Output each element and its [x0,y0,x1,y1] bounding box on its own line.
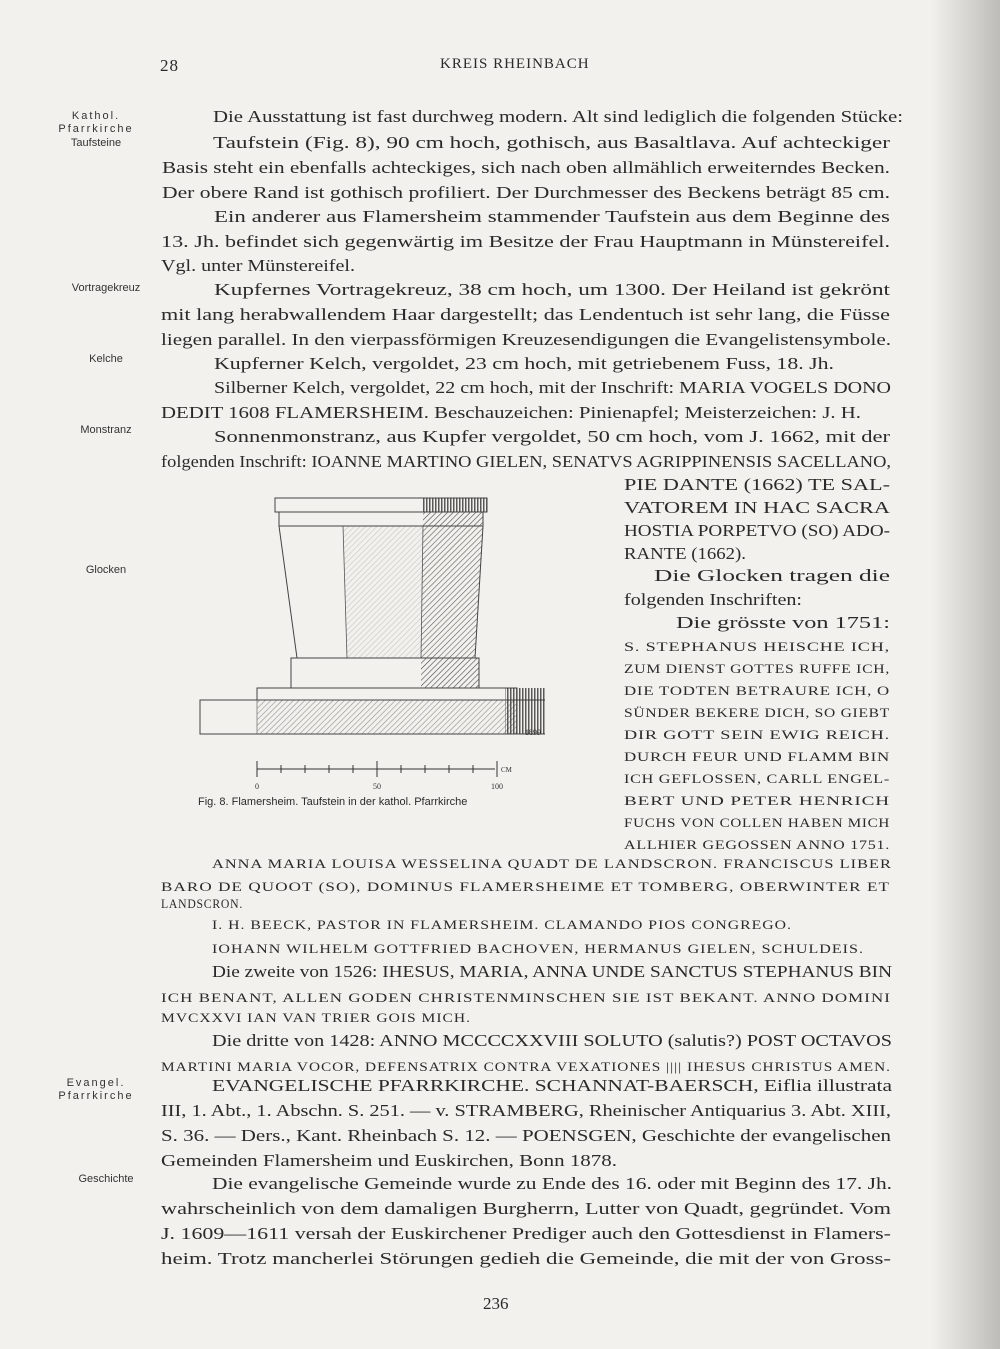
text-line: ICH BENANT, ALLEN GODEN CHRISTENMINSCHEN SIE IST BEKANT. ANNO DOMINI [161,991,891,1005]
text-line: Die grösste von 1751: [676,613,890,632]
text-line: BERT UND PETER HENRICH [624,793,890,808]
text-line: RANTE (1662). [624,544,746,563]
text-line: Ein anderer aus Flamersheim stammender Taufstein aus dem Beginne des [214,207,890,226]
scale-unit: CM [501,766,512,774]
text-line: ANNA MARIA LOUISA WESSELINA QUADT DE LANDSCRON. FRANCISCUS LIBER [212,857,892,871]
text-line: I. H. BEECK, PASTOR IN FLAMERSHEIM. CLAMANDO PIOS CONGREGO. [212,918,792,932]
text-line: FUCHS VON COLLEN HABEN MICH [624,815,890,830]
page-edge-shadow [930,0,1000,1349]
text-line: DURCH FEUR UND FLAMM BIN [624,749,890,764]
baptismal-font-drawing [195,493,545,798]
text-line: Die zweite von 1526: IHESUS, MARIA, ANNA UNDE SANCTUS STEPHANUS BIN [212,962,892,981]
text-line: SÜNDER BEKERE DICH, SO GIEBT [624,705,890,720]
margin-note-pfarrkirche-ev: Pfarrkirche [58,1090,134,1102]
text-line: mit lang herabwallendem Haar dargestellt; das Lendentuch ist sehr lang, die Füsse [161,305,890,324]
text-line: ZUM DIENST GOTTES RUFFE ICH, [624,661,890,676]
text-line: Die dritte von 1428: ANNO MCCCCXXVIII SOLUTO (salutis?) POST OCTAVOS [212,1031,892,1050]
text-line: J. 1609—1611 versah der Euskirchener Prediger auch den Gottesdienst in Flamers- [161,1224,891,1243]
footer-page-number: 236 [483,1294,509,1313]
page-number: 28 [160,56,179,75]
text-line: Kupferner Kelch, vergoldet, 23 cm hoch, mit getriebenem Fuss, 18. Jh. [214,354,834,373]
text-line: Die Ausstattung ist fast durchweg modern. Alt sind lediglich die folgenden Stücke: [213,107,903,126]
text-line: DIE TODTEN BETRAURE ICH, O [624,683,890,698]
text-line: Basis steht ein ebenfalls achteckiges, sich nach oben allmählich erweiterndes Becken. [162,158,890,177]
text-line: DEDIT 1608 FLAMERSHEIM. Beschauzeichen: Pinienapfel; Meisterzeichen: J. H. [161,403,861,422]
text-line: BARO DE QUOOT (SO), DOMINUS FLAMERSHEIME ET TOMBERG, OBERWINTER ET [161,880,890,894]
text-line: S. STEPHANUS HEISCHE ICH, [624,639,890,654]
margin-note-geschichte: Geschichte [78,1173,134,1185]
text-line: 13. Jh. befindet sich gegenwärtig im Besitze der Frau Hauptmann in Münstereifel. [161,232,890,251]
text-line: MVCXXVI IAN VAN TRIER GOIS MICH. [161,1011,471,1025]
text-line: S. 36. — Ders., Kant. Rheinbach S. 12. — POENSGEN, Geschichte der evangelischen [161,1126,891,1145]
text-line: Der obere Rand ist gothisch profiliert. Der Durchmesser des Beckens beträgt 85 cm. [162,183,890,202]
text-line: liegen parallel. In den vierpassförmigen Kreuzesendigungen die Evangelistensymbole. [161,330,891,349]
running-title: KREIS RHEINBACH [440,56,590,72]
text-line: EVANGELISCHE PFARRKIRCHE. SCHANNAT-BAERSCH, Eiflia illustrata [212,1076,893,1095]
margin-note-kelche: Kelche [89,353,123,365]
text-line: Die Glocken tragen die [654,566,890,585]
text-line: wahrscheinlich von dem damaligen Burgherrn, Lutter von Quadt, gegründet. Vom [161,1199,891,1218]
text-line: Sonnenmonstranz, aus Kupfer vergoldet, 50 cm hoch, vom J. 1662, mit der [214,427,890,446]
text-line: III, 1. Abt., 1. Abschn. S. 251. — v. STRAMBERG, Rheinischer Antiquarius 3. Abt. XIII, [161,1101,891,1120]
text-line: Die evangelische Gemeinde wurde zu Ende des 16. oder mit Beginn des 17. Jh. [212,1174,892,1193]
text-line: DIR GOTT SEIN EWIG REICH. [624,727,890,742]
text-line: folgenden Inschriften: [624,590,802,609]
margin-note-evangel: Evangel. [66,1077,126,1089]
margin-note-taufsteine: Taufsteine [70,137,122,149]
text-line: ICH GEFLOSSEN, CARLL ENGEL- [624,771,890,786]
text-line: VATOREM IN HAC SACRA [624,498,890,517]
margin-note-vortragekreuz: Vortragekreuz [71,282,141,294]
margin-note-pfarrkirche: Pfarrkirche [58,123,134,135]
text-line: Gemeinden Flamersheim und Euskirchen, Bonn 1878. [161,1151,617,1170]
text-line: HOSTIA PORPETVO (SO) ADO- [624,521,890,540]
scale-label-100: 100 [491,782,503,791]
text-line: Kupfernes Vortragekreuz, 38 cm hoch, um 1300. Der Heiland ist gekrönt [214,280,890,299]
margin-note-kathol: Kathol. [71,110,121,122]
text-line: PIE DANTE (1662) TE SAL- [624,475,890,494]
margin-note-glocken: Glocken [85,564,127,576]
text-line: IOHANN WILHELM GOTTFRIED BACHOVEN, HERMANUS GIELEN, SCHULDEIS. [212,942,864,956]
scale-label-0: 0 [255,782,259,791]
artist-signature: 1899 [525,728,541,737]
text-line: ALLHIER GEGOSSEN ANNO 1751. [624,837,890,852]
text-line: Taufstein (Fig. 8), 90 cm hoch, gothisch, aus Basaltlava. Auf achteckiger [213,133,890,152]
scale-label-50: 50 [373,782,381,791]
text-line: Vgl. unter Münstereifel. [161,256,355,275]
text-line: heim. Trotz mancherlei Störungen gedieh die Gemeinde, die mit der von Gross- [161,1249,891,1268]
text-line: Silberner Kelch, vergoldet, 22 cm hoch, mit der Inschrift: MARIA VOGELS DONO [214,378,891,397]
figure-caption: Fig. 8. Flamersheim. Taufstein in der kathol. Pfarrkirche [198,796,468,808]
text-line: LANDSCRON. [161,897,243,911]
text-line: folgenden Inschrift: IOANNE MARTINO GIELEN, SENATVS AGRIPPINENSIS SACELLANO, [161,452,892,471]
text-line: MARTINI MARIA VOCOR, DEFENSATRIX CONTRA VEXATIONES |||| IHESUS CHRISTUS AMEN. [161,1060,891,1074]
margin-note-monstranz: Monstranz [80,424,132,436]
